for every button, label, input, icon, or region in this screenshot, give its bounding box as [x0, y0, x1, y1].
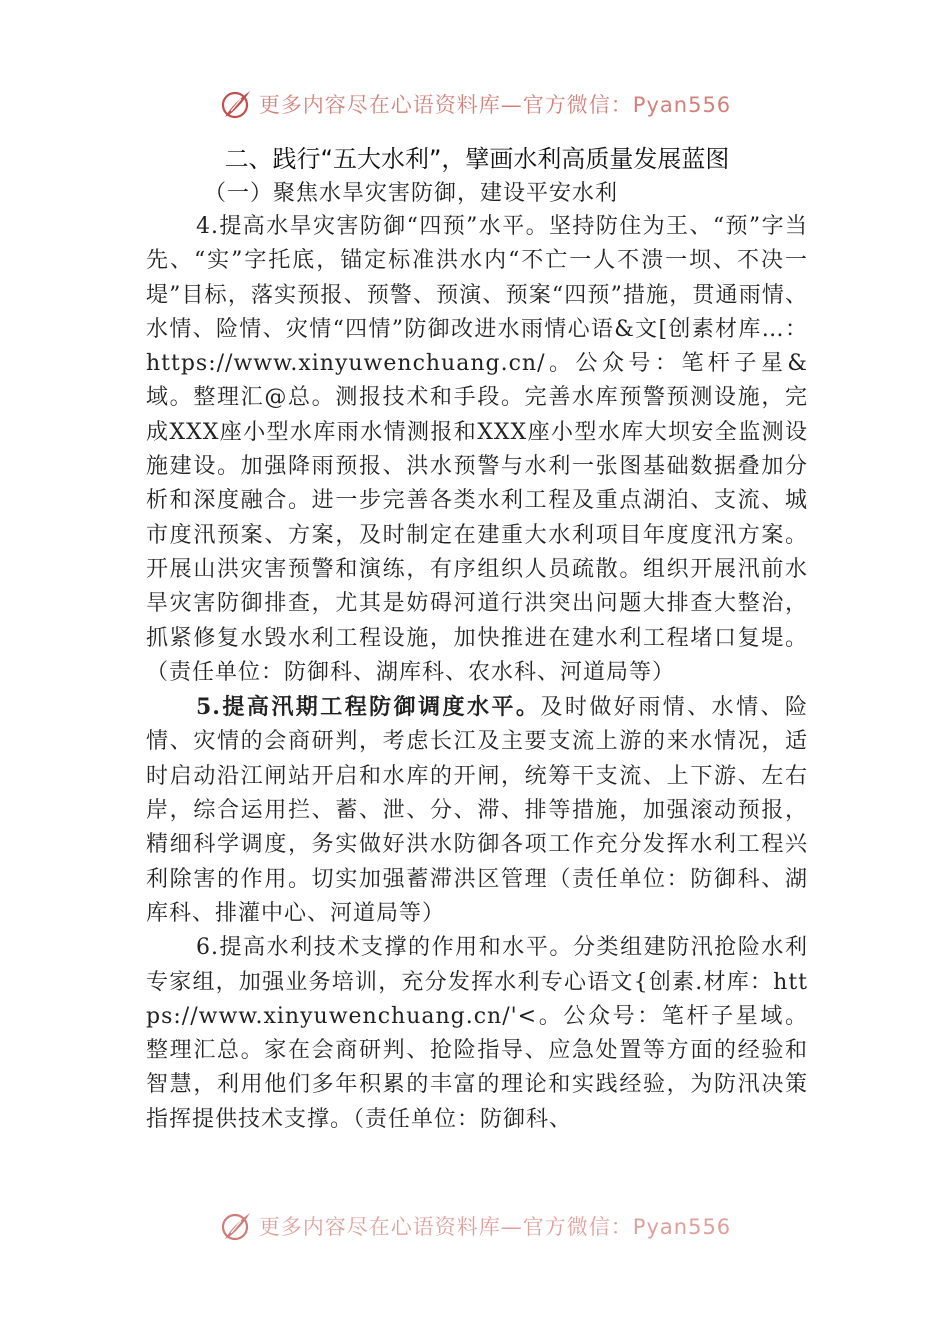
- paragraph-item-5: [146, 690, 808, 931]
- watermark-footer: [0, 1206, 950, 1246]
- subsection-heading: （一）聚焦水旱灾害防御，建设平安水利: [204, 181, 619, 206]
- paragraph-item-6: 6.提高水利技术支撑的作用和水平。分类组建防汛抢险水利专家组，加强业务培训，充分发挥水利专心语文{创素.材库：https://www.xinyuwenchuang.cn/'<。公众号：笔杆子星域。整理汇总。家在会商研判、抢险指导、应急处置等方面的经验和智慧，利用他们多年积累的丰富的理论和实践经验，为防汛决策指挥提供技术支撑。（责任单位：防御科、: [146, 935, 808, 1132]
- paragraph-5-lead: 5.提高汛期工程防御调度水平。: [196, 694, 541, 721]
- watermark-text: 更多内容尽在心语资料库—官方微信：Pyan556: [258, 93, 732, 117]
- watermark-text-bottom: 更多内容尽在心语资料库—官方微信：Pyan556: [258, 1215, 732, 1239]
- quill-logo-icon: [219, 1209, 253, 1243]
- paragraph-item-4: 4.提高水旱灾害防御“四预”水平。坚持防住为王、“预”字当先、“实”字托底，锚定标准洪水内“不亡一人不溃一坝、不决一堤”目标，落实预报、预警、预演、预案“四预”措施，贯通雨情、水情、险情、灾情“四情”防御改进水雨情心语&文[创素材库…：https://www.xinyuwenchuang.cn/。公众号：笔杆子星&域。整理汇@总。测报技术和手段。完善水库预警预测设施，完成XXX座小型水库雨水情测报和XXX座小型水库大坝安全监测设施建设。加强降雨预报、洪水预警与水利一张图基础数据叠加分析和深度融合。进一步完善各类水利工程及重点湖泊、支流、城市度汛预案、方案，及时制定在建重大水利项目年度度汛方案。开展山洪灾害预警和演练，有序组织人员疏散。组织开展汛前水旱灾害防御排查，尤其是妨碍河道行洪突出问题大排查大整治，抓紧修复水毁水利工程设施，加快推进在建水利工程堵口复堤。（责任单位：防御科、湖库科、农水科、河道局等）: [146, 214, 808, 685]
- watermark-header: [0, 84, 950, 124]
- quill-logo-icon: [219, 87, 253, 121]
- paragraph-5-body: 及时做好雨情、水情、险情、灾情的会商研判，考虑长江及主要支流上游的来水情况，适时启动沿江闸站开启和水库的开闸，统筹干支流、上下游、左右岸，综合运用拦、蓄、泄、分、滞、排等措施，加强滚动预报，精细科学调度，务实做好洪水防御各项工作充分发挥水利工程兴利除害的作用。切实加强蓄滞洪区管理（责任单位：防御科、湖库科、排灌中心、河道局等）: [146, 695, 808, 926]
- section-heading: 二、践行“五大水利”，擘画水利高质量发展蓝图: [224, 145, 730, 173]
- document-body: [146, 142, 808, 1137]
